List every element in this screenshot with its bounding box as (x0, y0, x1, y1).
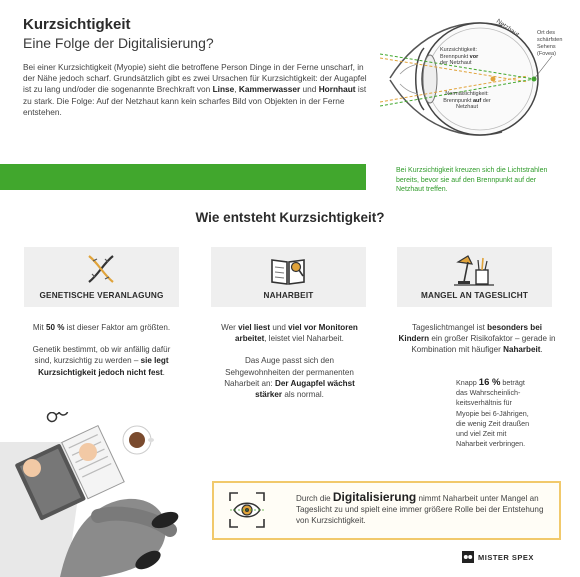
card-naharbeit (211, 247, 366, 307)
stat-text: Knapp 16 % beträgt das Wahrscheinlich-keitsverhältnis für Myopie bei 6-Jährigen, die wenig Zeit draußen und viel Zeit mit Naharbeit verbringen. (456, 377, 530, 449)
book-icon (268, 252, 308, 286)
brand-name: MISTER SPEX (478, 553, 534, 562)
eye-diagram (380, 8, 576, 158)
genetics-text: Mit 50 % ist dieser Faktor am größten. Genetik bestimmt, ob wir anfällig dafür sind, kurzsichtig zu werden – sie legt Kurzsichtigkeit jedoch nicht fest. (32, 323, 171, 377)
green-accent-bar (0, 164, 366, 190)
netzhaut-label: Netzhaut (494, 17, 521, 39)
normal-label: Normalsichtigkeit: Brennpunkt auf der Netzhaut (443, 91, 491, 111)
page-title: Kurzsichtigkeit (23, 16, 131, 33)
fovea-label-2: schärfsten (537, 37, 563, 43)
fovea-label-4: (Fovea) (537, 51, 556, 57)
kurz-label: Kurzsichtigkeit: Brennpunkt vor der Netzhaut (440, 47, 479, 67)
card-label-tageslicht: MANGEL AN TAGESLICHT (420, 291, 529, 300)
section-title: Wie entsteht Kurzsichtigkeit? (195, 210, 385, 225)
card-label-naharbeit: NAHARBEIT (263, 291, 314, 300)
person-laptop-illustration (0, 412, 200, 577)
intro-paragraph: Bei einer Kurzsichtigkeit (Myopie) sieht die betroffene Person Dinge in der Ferne unscharf, in der Nähe jedoch scharf. Grundsätzlich gibt es zwei Ursachen für Kurzsichtigkeit: der Augapfel ist zu lang und/oder die sogenannte Brechkraft von Linse, Kammerwasser und Hornhaut ist zu stark. Die Folge: Auf der Netzhaut kann kein scharfes Bild von Objekten in der Ferne entstehen. (23, 62, 367, 117)
digitalisierung-note: Durch die Digitalisierung nimmt Naharbeit unter Mangel an Tageslicht zu und spielt eine immer größere Rolle bei der Entstehung von Kurzsichtigkeit. (212, 481, 561, 540)
tageslicht-text: Tageslichtmangel ist besonders bei Kindern ein großer Risikofaktor – gerade in Kombination mit häufiger Naharbeit. (398, 323, 556, 355)
crossing-rays-note: Bei Kurzsichtigkeit kreuzen sich die Lichtstrahlen bereits, bevor sie auf den Brennpunkt auf der Netzhaut treffen. (396, 167, 548, 194)
card-genetics (24, 247, 179, 307)
fovea-label-1: Ort des (537, 30, 556, 36)
card-tageslicht (397, 247, 552, 307)
dna-icon (81, 252, 121, 286)
fovea-label-3: Sehens (537, 44, 556, 50)
eye-scan-icon (228, 491, 266, 529)
brand-logo-icon (462, 551, 474, 563)
desk-lamp-icon (454, 252, 494, 286)
naharbeit-text: Wer viel liest und viel vor Monitoren arbeitet, leistet viel Naharbeit. Das Auge passt sich den Sehgewohnheiten der permanenten Naharbeit an: Der Augapfel wächst stärker als normal. (221, 323, 358, 400)
card-label-genetics: GENETISCHE VERANLAGUNG (39, 291, 164, 300)
page-subtitle: Eine Folge der Digitalisierung? (23, 35, 214, 51)
